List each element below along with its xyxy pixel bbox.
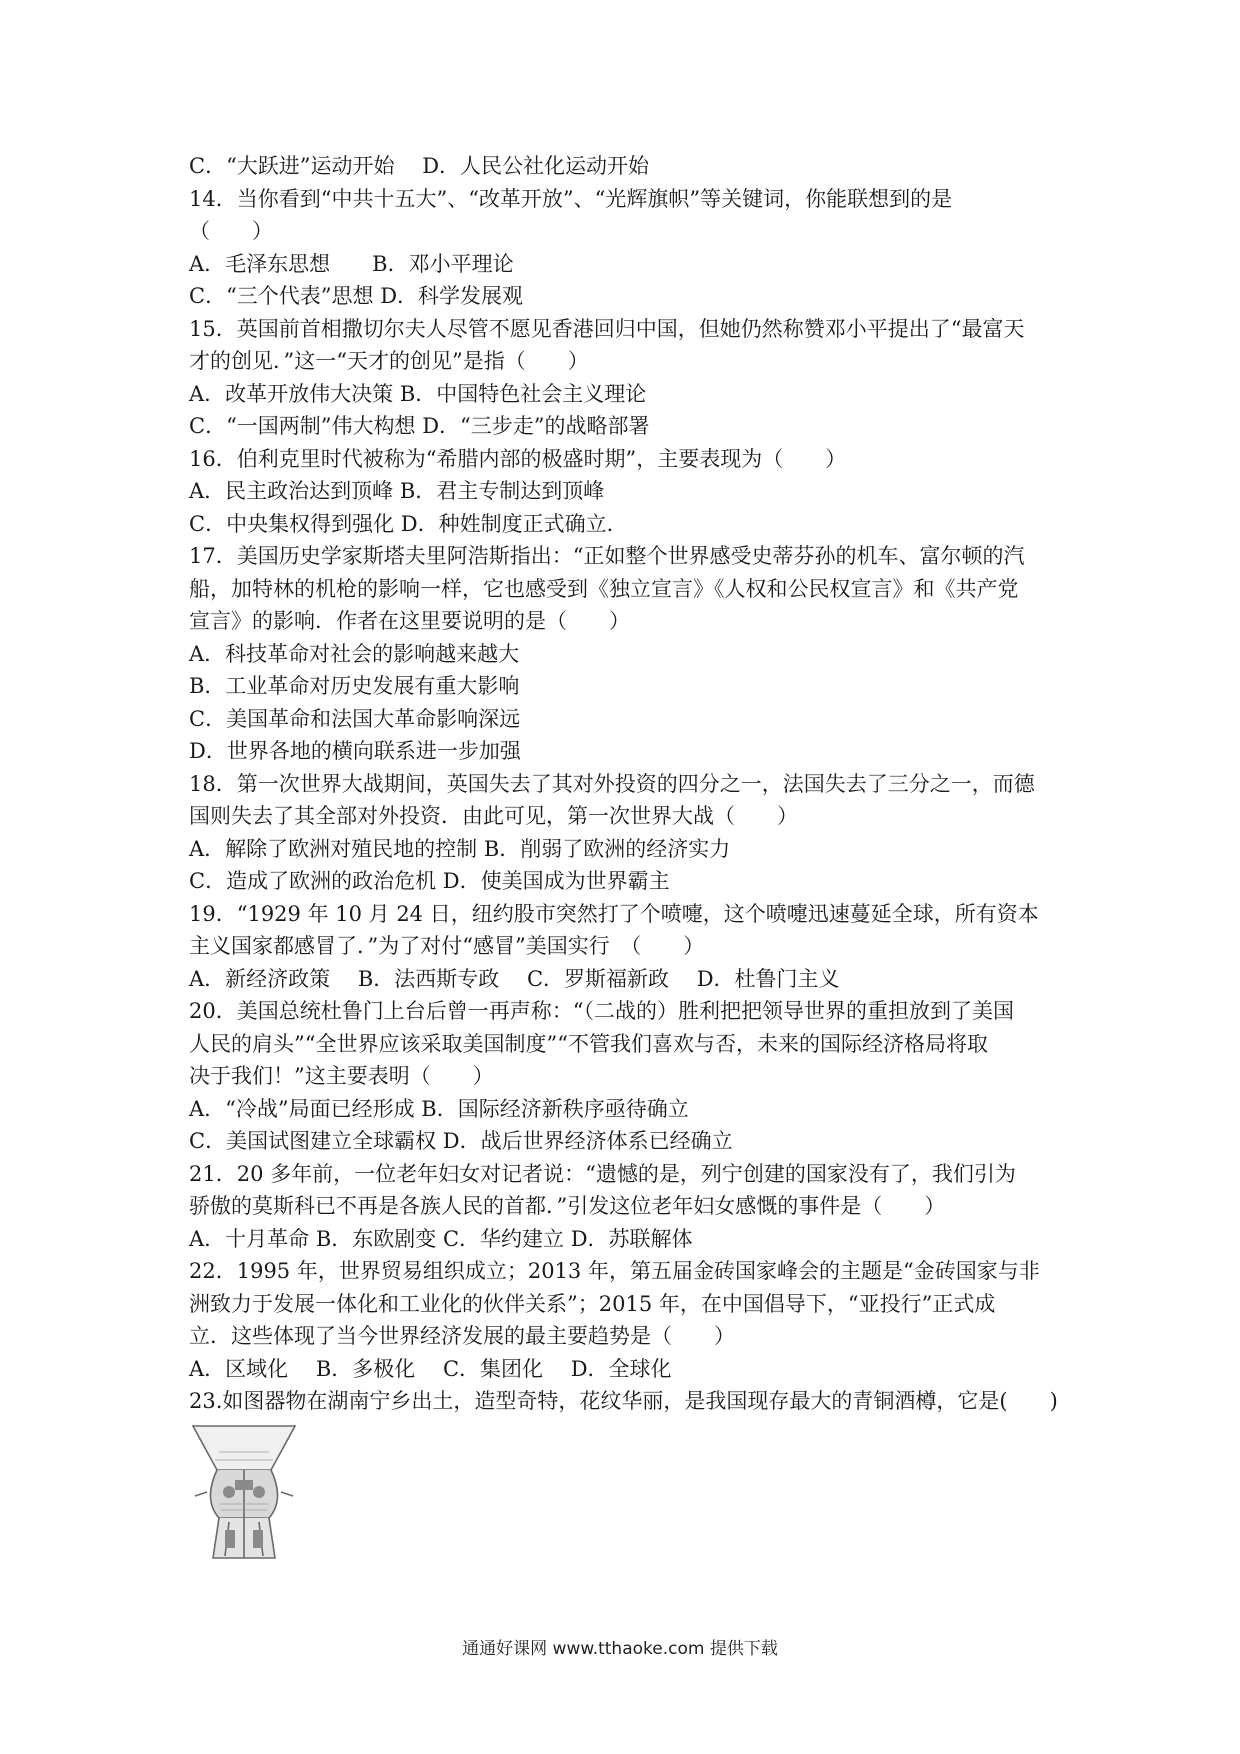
text-line: A．新经济政策 B．法西斯专政 C．罗斯福新政 D．杜鲁门主义 <box>189 966 840 991</box>
text-line: A．民主政治达到顶峰 B．君主专制达到顶峰 <box>189 479 605 503</box>
text-line: 18．第一次世界大战期间，英国失去了其对外投资的四分之一，法国失去了三分之一，而德 <box>189 771 1035 796</box>
text-line: 15．英国前首相撒切尔夫人尽管不愿见香港回归中国，但她仍然称赞邓小平提出了“最富天 <box>189 316 1025 341</box>
text-line: C．“一国两制”伟大构想 D．“三步走”的战略部署 <box>189 414 650 438</box>
text-line: C．中央集权得到强化 D．种姓制度正式确立． <box>189 511 628 536</box>
text-line: C．造成了欧洲的政治危机 D．使美国成为世界霸主 <box>189 869 670 893</box>
text-line: 立．这些体现了当今世界经济发展的最主要趋势是（ ） <box>189 1324 735 1348</box>
text-line: 14．当你看到“中共十五大”、“改革开放”、“光辉旗帜”等关键词，你能联想到的是 <box>189 186 953 211</box>
text-line: C．“三个代表”思想 D．科学发展观 <box>189 284 524 308</box>
text-line: A．十月革命 B．东欧剧变 C．华约建立 D．苏联解体 <box>189 1226 693 1251</box>
text-line: 决于我们！”这主要表明（ ） <box>189 1064 494 1088</box>
text-line: C．“大跃进”运动开始 D．人民公社化运动开始 <box>189 154 650 178</box>
text-line: 23.如图器物在湖南宁乡出土，造型奇特，花纹华丽，是我国现存最大的青铜酒樽，它是( ) <box>189 1389 1058 1413</box>
text-line: A．科技革命对社会的影响越来越大 <box>189 641 520 666</box>
text-line: 22．1995 年，世界贸易组织成立；2013 年，第五届金砖国家峰会的主题是“金砖国家与非 <box>189 1259 1040 1283</box>
text-line: D．世界各地的横向联系进一步加强 <box>189 739 521 763</box>
text-line: 20．美国总统杜鲁门上台后曾一再声称：“（二战的）胜利把把领导世界的重担放到了美国 <box>189 999 1014 1023</box>
text-line: A．区域化 B．多极化 C．集团化 D．全球化 <box>189 1356 672 1381</box>
text-line: 17．美国历史学家斯塔夫里阿浩斯指出：“正如整个世界感受史蒂芬孙的机车、富尔顿的汽 <box>189 544 1025 568</box>
text-line: 国则失去了其全部对外投资．由此可见，第一次世界大战（ ） <box>189 804 798 828</box>
text-line: 宣言》的影响．作者在这里要说明的是（ ） <box>189 609 630 633</box>
text-line: 16．伯利克里时代被称为“希腊内部的极盛时期”，主要表现为（ ） <box>189 446 847 471</box>
text-line: 主义国家都感冒了．”为了对付“感冒”美国实行 （ ） <box>189 934 705 958</box>
text-line: 才的创见．”这一“天才的创见”是指（ ） <box>189 349 589 373</box>
text-line: C．美国试图建立全球霸权 D．战后世界经济体系已经确立 <box>189 1129 733 1153</box>
page-footer: 通通好课网 www.tthaoke.com 提供下载 <box>462 1639 778 1659</box>
text-line: 洲致力于发展一体化和工业化的伙伴关系”；2015 年，在中国倡导下，“亚投行”正式成 <box>189 1291 996 1316</box>
text-line: B．工业革命对历史发展有重大影响 <box>189 674 520 698</box>
text-line: A．“冷战”局面已经形成 B．国际经济新秩序亟待确立 <box>189 1096 689 1121</box>
text-line: A．毛泽东思想 B．邓小平理论 <box>189 251 514 276</box>
text-line: 19．“1929 年 10 月 24 日，纽约股市突然打了个喷嚏，这个喷嚏迅速蔓延全球，所有资本 <box>189 901 1039 926</box>
text-line: A．解除了欧洲对殖民地的控制 B．削弱了欧洲的经济实力 <box>189 836 731 861</box>
text-line: C．美国革命和法国大革命影响深远 <box>189 706 521 731</box>
text-line: 船，加特林的机枪的影响一样，它也感受到《独立宣言》《人权和公民权宣言》和《共产党 <box>189 576 1019 601</box>
text-line: 人民的肩头”“全世界应该采取美国制度”“不管我们喜欢与否，未来的国际经济格局将取 <box>189 1031 988 1056</box>
text-line: 骄傲的莫斯科已不再是各族人民的首都．”引发这位老年妇女感慨的事件是（ ） <box>189 1194 946 1218</box>
text-line: （ ） <box>189 219 273 243</box>
bronze-wine-vessel-image <box>189 1422 299 1562</box>
question-text <box>189 150 1069 1562</box>
text-line: 21．20 多年前，一位老年妇女对记者说：“遗憾的是，列宁创建的国家没有了，我们引为 <box>189 1161 1016 1186</box>
text-line: A．改革开放伟大决策 B．中国特色社会主义理论 <box>189 381 647 406</box>
